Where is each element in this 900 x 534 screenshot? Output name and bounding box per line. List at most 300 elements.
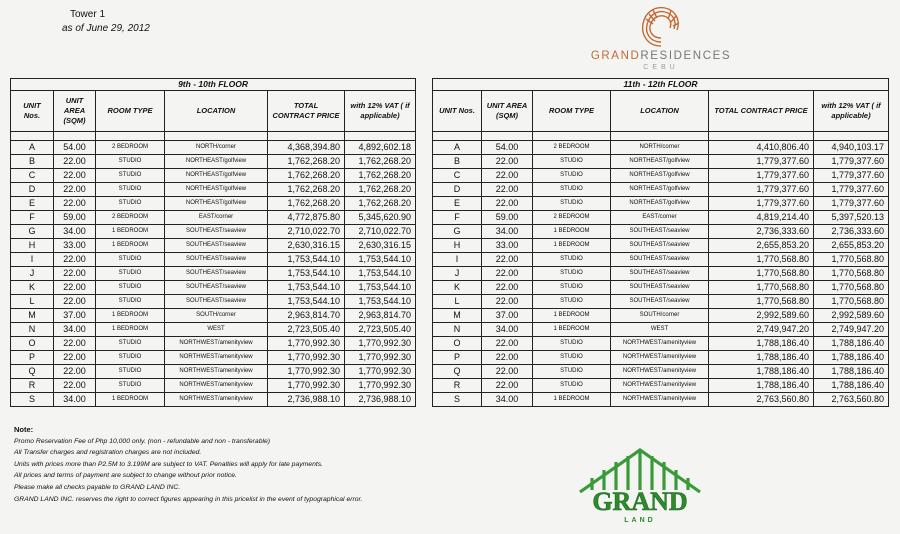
table-row <box>11 225 416 239</box>
contract-price-cell: 1,753,544.10 <box>268 281 345 295</box>
contract-price-cell: 2,992,589.60 <box>709 309 814 323</box>
vat-price-cell: 1,770,992.30 <box>345 337 416 351</box>
location-cell: SOUTHEAST/seaview <box>165 295 268 309</box>
area-cell: 54.00 <box>54 141 96 155</box>
location-cell: NORTHWEST/amenityview <box>611 379 709 393</box>
room-type-cell: STUDIO <box>96 365 165 379</box>
column-header: UNIT AREA (SQM) <box>482 91 533 132</box>
unit-cell: S <box>11 393 54 407</box>
contract-price-cell: 1,770,992.30 <box>268 351 345 365</box>
vat-price-cell: 2,763,560.80 <box>814 393 889 407</box>
unit-cell: B <box>433 155 482 169</box>
table-row <box>433 351 889 365</box>
vat-price-cell: 1,770,568.80 <box>814 295 889 309</box>
table-row <box>11 351 416 365</box>
vat-price-cell: 1,753,544.10 <box>345 295 416 309</box>
contract-price-cell: 1,788,186.40 <box>709 351 814 365</box>
room-type-cell: STUDIO <box>533 365 611 379</box>
unit-cell: M <box>11 309 54 323</box>
room-type-cell: STUDIO <box>533 155 611 169</box>
area-cell: 54.00 <box>482 141 533 155</box>
table-row <box>11 267 416 281</box>
floor-title: 9th - 10th FLOOR <box>11 79 416 91</box>
column-header: ROOM TYPE <box>96 91 165 132</box>
brand-name <box>586 50 736 62</box>
location-cell: EAST/corner <box>165 211 268 225</box>
area-cell: 22.00 <box>482 337 533 351</box>
room-type-cell: STUDIO <box>533 267 611 281</box>
grand-residences-logo <box>586 2 736 71</box>
unit-cell: R <box>433 379 482 393</box>
location-cell: WEST <box>611 323 709 337</box>
spiral-logo-icon <box>637 2 685 50</box>
table-row <box>433 225 889 239</box>
vat-price-cell: 1,770,568.80 <box>814 267 889 281</box>
table-row <box>433 309 889 323</box>
unit-cell: Q <box>433 365 482 379</box>
location-cell: NORTHEAST/golfview <box>611 169 709 183</box>
vat-price-cell: 1,788,186.40 <box>814 379 889 393</box>
unit-cell: G <box>433 225 482 239</box>
unit-cell: D <box>11 183 54 197</box>
note-line: GRAND LAND INC. reserves the right to correct figures appearing in this pricelist in the event of typographical error. <box>14 495 363 503</box>
area-cell: 22.00 <box>482 365 533 379</box>
area-cell: 34.00 <box>482 323 533 337</box>
contract-price-cell: 4,772,875.80 <box>268 211 345 225</box>
contract-price-cell: 1,762,268.20 <box>268 197 345 211</box>
location-cell: NORTHWEST/amenityview <box>165 393 268 407</box>
table-row <box>433 267 889 281</box>
area-cell: 22.00 <box>482 281 533 295</box>
area-cell: 37.00 <box>482 309 533 323</box>
unit-cell: K <box>433 281 482 295</box>
contract-price-cell: 1,762,268.20 <box>268 183 345 197</box>
contract-price-cell: 4,819,214.40 <box>709 211 814 225</box>
unit-cell: H <box>433 239 482 253</box>
vat-price-cell: 1,753,544.10 <box>345 281 416 295</box>
contract-price-cell: 1,788,186.40 <box>709 365 814 379</box>
column-header: LOCATION <box>165 91 268 132</box>
location-cell: SOUTH/corner <box>611 309 709 323</box>
location-cell: SOUTHEAST/seaview <box>611 295 709 309</box>
table-row <box>11 379 416 393</box>
location-cell: NORTH/corner <box>611 141 709 155</box>
spacer-row <box>11 132 416 141</box>
column-header: TOTAL CONTRACT PRICE <box>268 91 345 132</box>
contract-price-cell: 1,770,992.30 <box>268 365 345 379</box>
contract-price-cell: 2,963,814.70 <box>268 309 345 323</box>
location-cell: NORTHWEST/amenityview <box>611 351 709 365</box>
unit-cell: O <box>11 337 54 351</box>
location-cell: WEST <box>165 323 268 337</box>
contract-price-cell: 2,710,022.70 <box>268 225 345 239</box>
room-type-cell: 1 BEDROOM <box>533 225 611 239</box>
table-row <box>11 337 416 351</box>
unit-cell: L <box>11 295 54 309</box>
area-cell: 34.00 <box>482 393 533 407</box>
table-row <box>433 337 889 351</box>
unit-cell: E <box>11 197 54 211</box>
as-of-date: as of June 29, 2012 <box>62 23 150 34</box>
vat-price-cell: 2,630,316.15 <box>345 239 416 253</box>
room-type-cell: STUDIO <box>96 183 165 197</box>
area-cell: 22.00 <box>54 155 96 169</box>
area-cell: 37.00 <box>54 309 96 323</box>
contract-price-cell: 1,753,544.10 <box>268 267 345 281</box>
unit-cell: G <box>11 225 54 239</box>
unit-cell: I <box>11 253 54 267</box>
area-cell: 34.00 <box>54 225 96 239</box>
area-cell: 22.00 <box>482 183 533 197</box>
room-type-cell: STUDIO <box>533 337 611 351</box>
note-line: All Transfer charges and registration charges are not included. <box>14 449 202 457</box>
room-type-cell: 1 BEDROOM <box>533 323 611 337</box>
vat-price-cell: 1,770,992.30 <box>345 365 416 379</box>
room-type-cell: 1 BEDROOM <box>533 239 611 253</box>
contract-price-cell: 1,762,268.20 <box>268 155 345 169</box>
contract-price-cell: 1,779,377.60 <box>709 169 814 183</box>
table-row <box>11 281 416 295</box>
room-type-cell: 1 BEDROOM <box>96 393 165 407</box>
room-type-cell: STUDIO <box>533 295 611 309</box>
location-cell: EAST/corner <box>611 211 709 225</box>
house-lines-icon <box>580 450 700 492</box>
location-cell: NORTHWEST/amenityview <box>611 393 709 407</box>
location-cell: SOUTHEAST/seaview <box>165 281 268 295</box>
table-body <box>11 141 416 407</box>
vat-price-cell: 2,992,589.60 <box>814 309 889 323</box>
vat-price-cell: 1,770,568.80 <box>814 281 889 295</box>
location-cell: NORTHWEST/amenityview <box>165 379 268 393</box>
table-row <box>433 211 889 225</box>
location-cell: SOUTHEAST/seaview <box>165 225 268 239</box>
grand-word: GRAND <box>592 487 688 516</box>
table-row <box>433 155 889 169</box>
column-header: UNIT AREA (SQM) <box>54 91 96 132</box>
unit-cell: E <box>433 197 482 211</box>
vat-price-cell: 2,749,947.20 <box>814 323 889 337</box>
contract-price-cell: 1,779,377.60 <box>709 197 814 211</box>
unit-cell: R <box>11 379 54 393</box>
unit-cell: C <box>11 169 54 183</box>
vat-price-cell: 5,397,520.13 <box>814 211 889 225</box>
location-cell: SOUTHEAST/seaview <box>611 281 709 295</box>
location-cell: NORTHEAST/golfview <box>165 183 268 197</box>
table-row <box>433 183 889 197</box>
area-cell: 34.00 <box>482 225 533 239</box>
table-row <box>11 141 416 155</box>
vat-price-cell: 2,736,988.10 <box>345 393 416 407</box>
room-type-cell: 1 BEDROOM <box>533 309 611 323</box>
table-row <box>433 141 889 155</box>
unit-cell: I <box>433 253 482 267</box>
note-line: Units with prices more than P2.5M to 3.199M are subject to VAT. Penalties will apply for late payments. <box>14 460 324 468</box>
table-row <box>11 155 416 169</box>
table-row <box>433 239 889 253</box>
table-row <box>433 197 889 211</box>
vat-price-cell: 2,655,853.20 <box>814 239 889 253</box>
location-cell: SOUTHEAST/seaview <box>165 239 268 253</box>
contract-price-cell: 1,770,568.80 <box>709 267 814 281</box>
vat-price-cell: 4,892,602.18 <box>345 141 416 155</box>
contract-price-cell: 2,736,988.10 <box>268 393 345 407</box>
contract-price-cell: 1,770,992.30 <box>268 379 345 393</box>
table-row <box>11 197 416 211</box>
table-row <box>433 295 889 309</box>
table-body <box>433 141 889 407</box>
contract-price-cell: 1,770,568.80 <box>709 295 814 309</box>
table-row <box>11 239 416 253</box>
column-header: with 12% VAT ( if applicable) <box>345 91 416 132</box>
contract-price-cell: 1,788,186.40 <box>709 337 814 351</box>
floor-title: 11th - 12th FLOOR <box>433 79 889 91</box>
location-cell: SOUTHEAST/seaview <box>611 225 709 239</box>
location-cell: NORTHWEST/amenityview <box>611 365 709 379</box>
unit-cell: F <box>433 211 482 225</box>
table-row <box>11 211 416 225</box>
unit-cell: B <box>11 155 54 169</box>
area-cell: 34.00 <box>54 323 96 337</box>
room-type-cell: STUDIO <box>96 295 165 309</box>
price-table-9th-10th <box>10 78 416 407</box>
area-cell: 22.00 <box>482 295 533 309</box>
table-row <box>433 281 889 295</box>
contract-price-cell: 1,762,268.20 <box>268 169 345 183</box>
unit-cell: A <box>433 141 482 155</box>
area-cell: 22.00 <box>54 253 96 267</box>
vat-price-cell: 1,779,377.60 <box>814 183 889 197</box>
price-table-11th-12th <box>432 78 889 407</box>
contract-price-cell: 1,770,992.30 <box>268 337 345 351</box>
contract-price-cell: 2,723,505.40 <box>268 323 345 337</box>
vat-price-cell: 1,770,992.30 <box>345 351 416 365</box>
area-cell: 22.00 <box>54 295 96 309</box>
location-cell: SOUTHEAST/seaview <box>611 253 709 267</box>
table-row <box>433 379 889 393</box>
table-row <box>433 253 889 267</box>
table-row <box>433 323 889 337</box>
unit-cell: A <box>11 141 54 155</box>
location-cell: SOUTHEAST/seaview <box>165 253 268 267</box>
land-word: LAND <box>624 517 656 524</box>
room-type-cell: 1 BEDROOM <box>96 239 165 253</box>
contract-price-cell: 1,779,377.60 <box>709 155 814 169</box>
unit-cell: J <box>11 267 54 281</box>
unit-cell: J <box>433 267 482 281</box>
note-line: All prices and terms of payment are subject to change without prior notice. <box>14 472 237 480</box>
contract-price-cell: 2,749,947.20 <box>709 323 814 337</box>
area-cell: 22.00 <box>54 281 96 295</box>
unit-cell: K <box>11 281 54 295</box>
contract-price-cell: 1,788,186.40 <box>709 379 814 393</box>
room-type-cell: STUDIO <box>533 169 611 183</box>
vat-price-cell: 2,710,022.70 <box>345 225 416 239</box>
room-type-cell: STUDIO <box>533 379 611 393</box>
contract-price-cell: 2,763,560.80 <box>709 393 814 407</box>
room-type-cell: STUDIO <box>96 253 165 267</box>
vat-price-cell: 1,762,268.20 <box>345 183 416 197</box>
contract-price-cell: 1,770,568.80 <box>709 281 814 295</box>
note-line: Promo Reservation Fee of Php 10,000 only. (non - refundable and non - transferable) <box>14 437 271 445</box>
location-cell: NORTHEAST/golfview <box>165 197 268 211</box>
vat-price-cell: 1,770,992.30 <box>345 379 416 393</box>
location-cell: NORTHWEST/amenityview <box>611 337 709 351</box>
location-cell: NORTHWEST/amenityview <box>165 337 268 351</box>
table-row <box>11 169 416 183</box>
location-cell: NORTHEAST/golfview <box>165 169 268 183</box>
contract-price-cell: 2,630,316.15 <box>268 239 345 253</box>
area-cell: 34.00 <box>54 393 96 407</box>
column-header: with 12% VAT ( if applicable) <box>814 91 889 132</box>
table-row <box>11 309 416 323</box>
room-type-cell: 1 BEDROOM <box>533 393 611 407</box>
grand-land-logo <box>570 440 710 530</box>
column-header: LOCATION <box>611 91 709 132</box>
unit-cell: N <box>11 323 54 337</box>
vat-price-cell: 1,753,544.10 <box>345 267 416 281</box>
table-row <box>11 295 416 309</box>
room-type-cell: STUDIO <box>96 267 165 281</box>
area-cell: 22.00 <box>54 197 96 211</box>
location-cell: NORTHEAST/golfview <box>611 155 709 169</box>
table-row <box>433 365 889 379</box>
unit-cell: D <box>433 183 482 197</box>
table-row <box>11 323 416 337</box>
vat-price-cell: 1,762,268.20 <box>345 169 416 183</box>
note-line: Please make all checks payable to GRAND LAND INC. <box>14 483 181 491</box>
unit-cell: P <box>11 351 54 365</box>
vat-price-cell: 1,788,186.40 <box>814 365 889 379</box>
location-cell: NORTHEAST/golfview <box>611 183 709 197</box>
unit-cell: H <box>11 239 54 253</box>
contract-price-cell: 1,770,568.80 <box>709 253 814 267</box>
area-cell: 22.00 <box>482 351 533 365</box>
column-header: ROOM TYPE <box>533 91 611 132</box>
room-type-cell: STUDIO <box>96 197 165 211</box>
room-type-cell: 2 BEDROOM <box>96 141 165 155</box>
area-cell: 22.00 <box>54 183 96 197</box>
room-type-cell: STUDIO <box>533 183 611 197</box>
room-type-cell: STUDIO <box>96 155 165 169</box>
area-cell: 22.00 <box>54 365 96 379</box>
table-row <box>11 183 416 197</box>
vat-price-cell: 2,723,505.40 <box>345 323 416 337</box>
vat-price-cell: 1,788,186.40 <box>814 351 889 365</box>
document-header <box>62 8 150 36</box>
room-type-cell: STUDIO <box>533 281 611 295</box>
contract-price-cell: 4,368,394.80 <box>268 141 345 155</box>
contract-price-cell: 1,779,377.60 <box>709 183 814 197</box>
contract-price-cell: 1,753,544.10 <box>268 295 345 309</box>
area-cell: 22.00 <box>482 267 533 281</box>
unit-cell: F <box>11 211 54 225</box>
area-cell: 22.00 <box>482 253 533 267</box>
area-cell: 22.00 <box>54 337 96 351</box>
unit-cell: N <box>433 323 482 337</box>
room-type-cell: STUDIO <box>96 337 165 351</box>
location-cell: NORTH/corner <box>165 141 268 155</box>
unit-cell: P <box>433 351 482 365</box>
vat-price-cell: 1,779,377.60 <box>814 155 889 169</box>
vat-price-cell: 5,345,620.90 <box>345 211 416 225</box>
vat-price-cell: 2,963,814.70 <box>345 309 416 323</box>
location-cell: NORTHWEST/amenityview <box>165 351 268 365</box>
room-type-cell: 2 BEDROOM <box>533 141 611 155</box>
room-type-cell: STUDIO <box>96 169 165 183</box>
area-cell: 59.00 <box>482 211 533 225</box>
room-type-cell: STUDIO <box>96 379 165 393</box>
room-type-cell: 1 BEDROOM <box>96 309 165 323</box>
room-type-cell: STUDIO <box>533 351 611 365</box>
location-cell: NORTHEAST/golfview <box>165 155 268 169</box>
spacer-row <box>433 132 889 141</box>
area-cell: 22.00 <box>482 197 533 211</box>
notes-title: Note: <box>14 425 34 434</box>
unit-cell: S <box>433 393 482 407</box>
brand-name-accent: GRAND <box>590 50 641 62</box>
vat-price-cell: 1,762,268.20 <box>345 197 416 211</box>
unit-cell: Q <box>11 365 54 379</box>
contract-price-cell: 2,736,333.60 <box>709 225 814 239</box>
table-row <box>11 393 416 407</box>
brand-name-rest: RESIDENCES <box>640 50 732 62</box>
column-header: UNIT Nos. <box>11 91 54 132</box>
table-row <box>11 365 416 379</box>
area-cell: 22.00 <box>482 169 533 183</box>
vat-price-cell: 2,736,333.60 <box>814 225 889 239</box>
room-type-cell: 2 BEDROOM <box>96 211 165 225</box>
location-cell: SOUTHEAST/seaview <box>165 267 268 281</box>
area-cell: 33.00 <box>54 239 96 253</box>
vat-price-cell: 1,762,268.20 <box>345 155 416 169</box>
location-cell: SOUTH/corner <box>165 309 268 323</box>
room-type-cell: 2 BEDROOM <box>533 211 611 225</box>
area-cell: 22.00 <box>54 267 96 281</box>
area-cell: 22.00 <box>54 351 96 365</box>
room-type-cell: STUDIO <box>533 197 611 211</box>
area-cell: 22.00 <box>482 379 533 393</box>
unit-cell: L <box>433 295 482 309</box>
vat-price-cell: 1,788,186.40 <box>814 337 889 351</box>
room-type-cell: STUDIO <box>533 253 611 267</box>
unit-cell: O <box>433 337 482 351</box>
vat-price-cell: 1,779,377.60 <box>814 169 889 183</box>
brand-city: CEBU <box>643 64 679 71</box>
vat-price-cell: 1,779,377.60 <box>814 197 889 211</box>
table-row <box>11 253 416 267</box>
room-type-cell: STUDIO <box>96 351 165 365</box>
tower-label: Tower 1 <box>70 9 106 20</box>
contract-price-cell: 2,655,853.20 <box>709 239 814 253</box>
area-cell: 22.00 <box>54 379 96 393</box>
location-cell: SOUTHEAST/seaview <box>611 239 709 253</box>
table-row <box>433 169 889 183</box>
area-cell: 22.00 <box>54 169 96 183</box>
vat-price-cell: 1,770,568.80 <box>814 253 889 267</box>
column-header: UNIT Nos. <box>433 91 482 132</box>
unit-cell: M <box>433 309 482 323</box>
room-type-cell: 1 BEDROOM <box>96 225 165 239</box>
area-cell: 59.00 <box>54 211 96 225</box>
notes-section <box>14 424 362 505</box>
room-type-cell: STUDIO <box>96 281 165 295</box>
vat-price-cell: 1,753,544.10 <box>345 253 416 267</box>
vat-price-cell: 4,940,103.17 <box>814 141 889 155</box>
area-cell: 22.00 <box>482 155 533 169</box>
area-cell: 33.00 <box>482 239 533 253</box>
table-row <box>433 393 889 407</box>
column-header: TOTAL CONTRACT PRICE <box>709 91 814 132</box>
